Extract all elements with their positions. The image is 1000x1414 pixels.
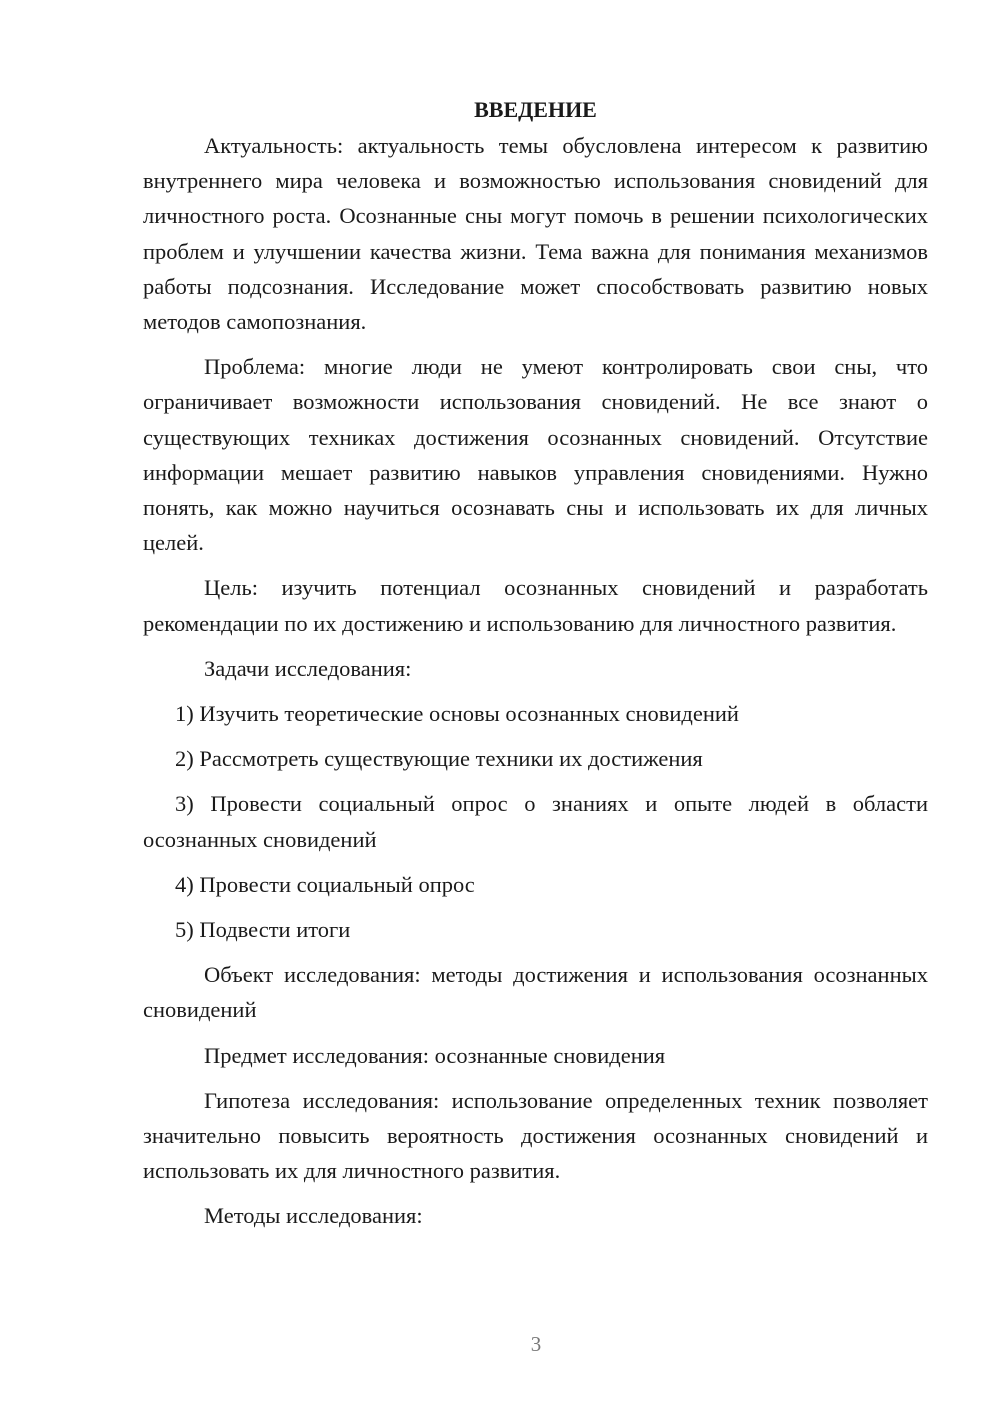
document-page [143,92,928,1244]
task-item-3: 3) Провести социальный опрос о знаниях и опыте людей в области осознанных сновидений [143,791,928,852]
subject-paragraph: Предмет исследования: осознанные сновидения [204,1042,666,1068]
goal-paragraph: Цель: изучить потенциал осознанных сновидений и разработать рекомендации по их достижению и использованию для личностного развития. [143,575,928,636]
object-paragraph: Объект исследования: методы достижения и использования осознанных сновидений [143,962,928,1023]
relevance-paragraph: Актуальность: актуальность темы обусловлена интересом к развитию внутреннего мира человека и возможностью использования сновидений для личностного роста. Осознанные сны могут помочь в решении психологических проблем и улучшении качества жизни. Тема важна для понимания механизмов работы подсознания. Исследование может способствовать развитию новых методов самопознания. [143,133,928,335]
section-title: ВВЕДЕНИЕ [474,97,597,122]
task-item-5: 5) Подвести итоги [175,917,351,943]
problem-paragraph: Проблема: многие люди не умеют контролировать свои сны, что ограничивает возможности использования сновидений. Не все знают о существующих техниках достижения осознанных сновидений. Отсутствие информации мешает развитию навыков управления сновидениями. Нужно понять, как можно научиться осознавать сны и использовать их для личных целей. [143,354,928,556]
task-item-2: 2) Рассмотреть существующие техники их достижения [175,746,703,772]
page-number: 3 [530,1332,542,1356]
tasks-heading: Задачи исследования: [204,655,412,681]
task-item-1: 1) Изучить теоретические основы осознанных сновидений [175,701,739,727]
hypothesis-paragraph: Гипотеза исследования: использование определенных техник позволяет значительно повысить вероятность достижения осознанных сновидений и использовать их для личностного развития. [143,1087,928,1184]
methods-heading: Методы исследования: [204,1203,423,1229]
task-item-4: 4) Провести социальный опрос [175,871,475,897]
